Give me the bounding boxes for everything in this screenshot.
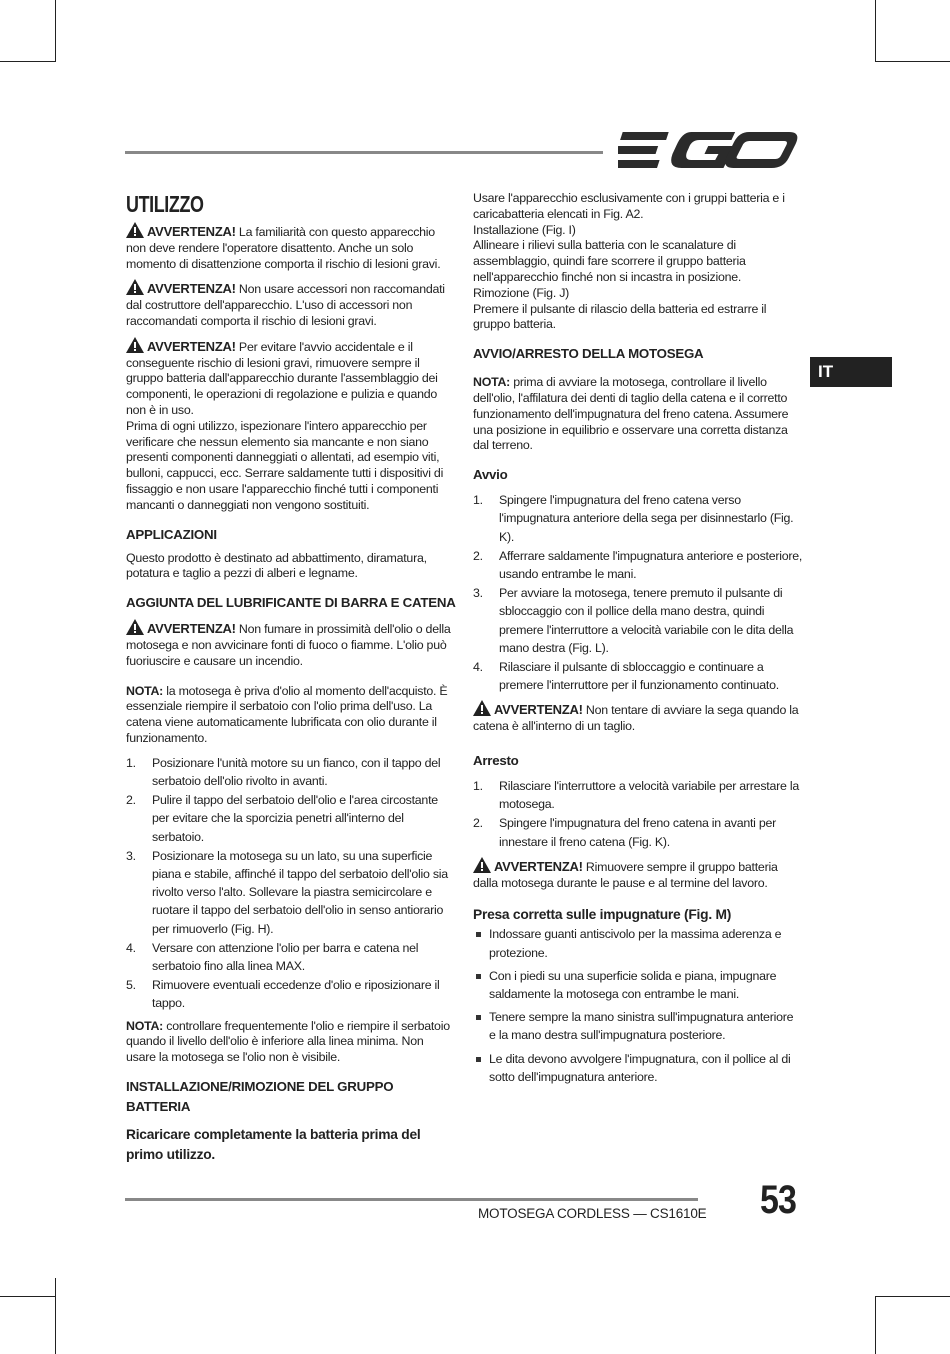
battery-use-text: Usare l'apparecchio esclusivamente con i gruppi batteria e i caricabatteria elencati in Fig. A2. — [473, 191, 785, 221]
list-item — [126, 847, 456, 938]
crop-mark — [875, 61, 950, 62]
warning-text: Non tentare di avviare la sega quando la catena è all'interno di un taglio. — [473, 703, 799, 734]
warning-text: Non fumare in prossimità dell'olio o della motosega e non avvicinare fonti di fuoco o fiamme. L'olio può fuoriuscire e causare un incendio. — [126, 622, 451, 668]
crop-mark — [875, 1296, 950, 1297]
stop-steps-list — [473, 777, 803, 851]
warning-icon — [473, 857, 491, 873]
warning-paragraph — [473, 857, 803, 892]
step-number: 5. — [126, 978, 136, 993]
bullet-text: Con i piedi su una superficie solida e piana, impugnare saldamente la motosega con entrambe le mani. — [489, 968, 777, 1001]
warning-label: AVVERTENZA! — [494, 702, 583, 718]
note-text: la motosega è priva d'olio al momento dell'acquisto. È essenziale riempire il serbatoio con l'olio prima dell'uso. La catena viene automaticamente lubrificata con olio durante il funzionamento. — [126, 683, 448, 745]
step-text: Spingere l'impugnatura del freno catena verso l'impugnatura anteriore della sega per disinnestarlo (Fig. K). — [499, 493, 794, 544]
warning-text: Rimuovere sempre il gruppo batteria dalla motosega durante le pause e al termine del lavoro. — [473, 859, 778, 890]
list-item — [473, 584, 803, 657]
crop-mark — [55, 0, 56, 62]
warning-icon — [126, 279, 144, 295]
crop-mark — [875, 1296, 876, 1354]
list-item — [126, 976, 456, 1012]
step-number: 1. — [126, 755, 136, 770]
install-label: Installazione (Fig. I) — [473, 222, 576, 237]
start-heading: Avvio — [473, 467, 508, 483]
step-number: 3. — [126, 848, 136, 863]
crop-mark — [875, 0, 876, 62]
bullet-icon — [476, 932, 481, 937]
page-number: 53 — [760, 1178, 797, 1222]
removal-label: Rimozione (Fig. J) — [473, 285, 570, 300]
list-item — [473, 1008, 803, 1044]
bullet-icon — [476, 1015, 481, 1020]
ego-logo — [618, 128, 800, 172]
bullet-icon — [476, 974, 481, 979]
note-paragraph — [473, 375, 803, 454]
warning-icon — [473, 700, 491, 716]
step-text: Spingere l'impugnatura del freno catena in avanti per innestare il freno catena (Fig. K). — [499, 816, 777, 849]
crop-mark — [0, 61, 56, 62]
note-label: NOTA: — [126, 1018, 164, 1033]
warning-icon — [126, 619, 144, 635]
list-item — [473, 777, 803, 813]
step-text: Posizionare la motosega su un lato, su una superficie piana e stabile, affinché il tappo del serbatoio dell'olio sia rivolto verso l'alto. Sollevare la piastra semicircolare e ruotare il tappo del serbatoio dell'olio in senso antiorario per rimuoverlo (Fig. H). — [152, 848, 448, 936]
crop-mark — [55, 1278, 56, 1354]
right-column — [473, 191, 803, 1091]
oil-steps-list — [126, 754, 456, 1013]
step-number: 1. — [473, 493, 483, 508]
inspection-text: Prima di ogni utilizzo, ispezionare l'intero apparecchio per verificare che nessun elemento sia mancante e non siano presenti componenti danneggiati o allentati, ad esempio viti, bulloni, cappucci, ecc. Serrare saldamente tutti i dispositivi di fissaggio e non usare l'apparecchio finché tutti i componenti mancanti o danneggiati non vengono sostituiti. — [126, 418, 444, 512]
start-steps-list — [473, 491, 803, 694]
warning-text: Per evitare l'avvio accidentale e il conseguente rischio di lesioni gravi, rimuovere sempre il gruppo batteria dall'apparecchio durante l'assemblaggio dei componenti, le operazioni di regolazione e pulizia e quando non è in uso. — [126, 339, 438, 417]
warning-paragraph — [126, 619, 456, 669]
warning-label: AVVERTENZA! — [147, 338, 236, 354]
install-text: Allineare i rilievi sulla batteria con le scanalature di assemblaggio, quindi fare scorrere il gruppo batteria nell'apparecchio finché non si incastra in posizione. — [473, 238, 746, 284]
note-text: prima di avviare la motosega, controllare il livello dell'olio, l'affilatura dei denti di taglio della catena e il corretto funzionamento dell'impugnatura del freno catena. Assumere una posizione in equilibrio e osservare una corretta distanza dal terreno. — [473, 375, 789, 453]
section-title: UTILIZZO — [126, 191, 204, 217]
step-number: 2. — [473, 548, 483, 563]
list-item — [473, 547, 803, 583]
header-rule — [125, 151, 603, 154]
list-item — [473, 967, 803, 1003]
step-number: 2. — [473, 816, 483, 831]
list-item — [126, 791, 456, 846]
warning-paragraph — [126, 279, 456, 329]
warning-paragraph — [126, 337, 456, 419]
bullet-text: Le dita devono avvolgere l'impugnatura, con il pollice al di sotto dell'impugnatura anteriore. — [489, 1051, 791, 1084]
warning-icon — [126, 337, 144, 353]
applications-text: Questo prodotto è destinato ad abbattimento, diramatura, potatura e taglio a pezzi di alberi e legname. — [126, 550, 427, 581]
step-text: Versare con attenzione l'olio per barra e catena nel serbatoio fino alla linea MAX. — [152, 940, 419, 973]
battery-heading: INSTALLAZIONE/RIMOZIONE DEL GRUPPO BATTERIA — [126, 1078, 394, 1114]
step-text: Rilasciare l'interruttore a velocità variabile per arrestare la motosega. — [499, 778, 799, 812]
warning-label: AVVERTENZA! — [147, 621, 236, 637]
start-stop-heading: AVVIO/ARRESTO DELLA MOTOSEGA — [473, 346, 704, 362]
step-text: Pulire il tappo del serbatoio dell'olio e l'area circostante per evitare che la sporcizia penetri all'interno del serbatoio. — [152, 793, 438, 844]
warning-text: La familiarità con questo apparecchio non deve rendere l'operatore disattento. Anche un solo momento di disattenzione comporta il rischio di lesioni gravi. — [126, 225, 441, 271]
language-tab: IT — [810, 357, 892, 387]
list-item — [473, 658, 803, 694]
stop-heading: Arresto — [473, 752, 519, 768]
grip-bullet-list — [473, 925, 803, 1086]
footer-text: MOTOSEGA CORDLESS — CS1610E — [478, 1206, 707, 1221]
bullet-text: Tenere sempre la mano sinistra sull'impugnatura anteriore e la mano destra sull'impugnatura posteriore. — [489, 1010, 794, 1043]
note-label: NOTA: — [473, 375, 511, 390]
warning-text: Non usare accessori non raccomandati dal costruttore dell'apparecchio. L'uso di accessori non raccomandati comporta il rischio di lesioni gravi. — [126, 282, 445, 328]
footer-rule — [125, 1198, 698, 1201]
list-item — [473, 814, 803, 850]
step-number: 3. — [473, 586, 483, 601]
grip-heading: Presa corretta sulle impugnature (Fig. M) — [473, 907, 732, 923]
warning-paragraph — [126, 222, 456, 272]
warning-label: AVVERTENZA! — [147, 281, 236, 297]
list-item — [126, 939, 456, 975]
applications-heading: APPLICAZIONI — [126, 526, 217, 542]
lubricant-heading: AGGIUNTA DEL LUBRIFICANTE DI BARRA E CATENA — [126, 595, 456, 611]
bullet-icon — [476, 1057, 481, 1062]
warning-paragraph — [473, 700, 803, 735]
left-column — [126, 190, 456, 1167]
step-text: Rimuovere eventuali eccedenze d'olio e riposizionare il tappo. — [152, 978, 440, 1011]
warning-icon — [126, 222, 144, 238]
step-text: Posizionare l'unità motore su un fianco, con il tappo del serbatoio dell'olio rivolto in avanti. — [152, 755, 441, 788]
removal-text: Premere il pulsante di rilascio della batteria ed estrarre il gruppo batteria. — [473, 301, 767, 332]
list-item — [126, 754, 456, 790]
bullet-text: Indossare guanti antiscivolo per la massima aderenza e protezione. — [489, 927, 782, 960]
note-paragraph — [126, 1019, 456, 1066]
step-text: Per avviare la motosega, tenere premuto il pulsante di sbloccaggio con il pollice della mano destra, quindi premere l'interruttore a velocità variabile con le dita della mano destra (Fig. L). — [499, 586, 794, 655]
step-number: 1. — [473, 778, 483, 793]
list-item — [473, 925, 803, 961]
note-text: controllare frequentemente l'olio e riempire il serbatoio quando il livello dell'olio è inferiore alla linea minima. Non usare la motosega se l'olio non è visibile. — [126, 1018, 450, 1065]
step-text: Rilasciare il pulsante di sbloccaggio e continuare a premere l'interruttore per il funzionamento continuato. — [499, 659, 779, 693]
list-item — [473, 1050, 803, 1086]
warning-label: AVVERTENZA! — [147, 224, 236, 239]
note-label: NOTA: — [126, 683, 164, 698]
step-text: Afferrare saldamente l'impugnatura anteriore e posteriore, usando entrambe le mani. — [499, 548, 803, 581]
step-number: 4. — [473, 659, 483, 674]
crop-mark — [0, 1296, 56, 1297]
battery-charge-note: Ricaricare completamente la batteria prima del primo utilizzo. — [126, 1126, 421, 1162]
list-item — [473, 491, 803, 546]
step-number: 4. — [126, 940, 136, 955]
warning-label: AVVERTENZA! — [494, 858, 583, 874]
step-number: 2. — [126, 793, 136, 808]
note-paragraph — [126, 684, 456, 747]
